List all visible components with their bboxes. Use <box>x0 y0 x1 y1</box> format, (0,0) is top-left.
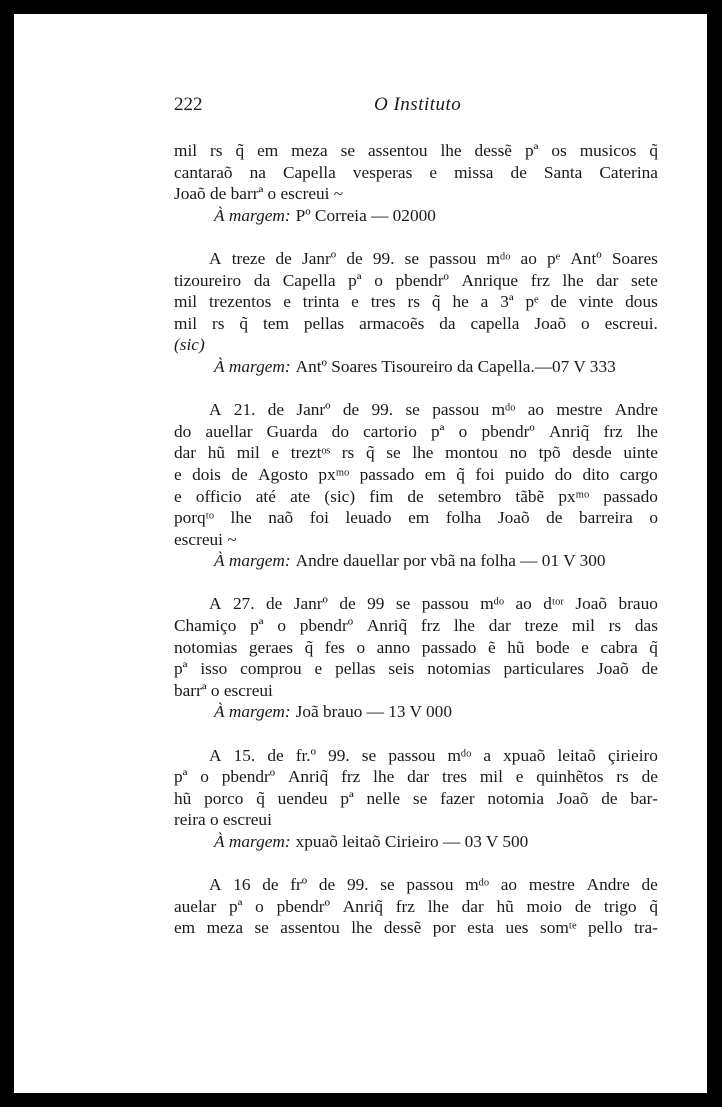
margin-note <box>174 356 658 378</box>
text-line: do auellar Guarda do cartorio pª o pbendrº Anriq̃ frz lhe <box>174 421 658 441</box>
text-line: barrª o escreui <box>174 680 273 700</box>
running-title: O Instituto <box>374 94 462 115</box>
margin-label: À margem: <box>214 356 291 376</box>
margin-note-text: Andre dauellar por vbã na folha — 01 V 300 <box>295 551 606 571</box>
text-line: reira o escreui <box>174 810 272 830</box>
text-line: A 27. de Janrº de 99 se passou mᵈᵒ ao dᵗᵒʳ Joaõ brauo <box>209 594 658 614</box>
text-line: dar hũ mil e treztᵒˢ rs q̃ se lhe montou no tpõ desde uinte <box>174 443 658 463</box>
margin-note <box>174 831 658 853</box>
margin-note-text: Joã brauo — 13 V 000 <box>295 702 452 722</box>
margin-note <box>174 550 658 572</box>
text-line: e dois de Agosto pxᵐᵒ passado em q̃ foi puido do dito cargo <box>174 464 658 484</box>
margin-note-text: Antº Soares Tisoureiro da Capella.—07 V 333 <box>295 356 616 376</box>
text-line: A 16 de frº de 99. se passou mᵈᵒ ao mestre Andre de <box>209 875 658 895</box>
margin-note <box>174 205 658 227</box>
text-line: pª o pbendrº Anriq̃ frz lhe dar tres mil e quinhẽtos rs de <box>174 767 658 787</box>
text-line: em meza se assentou lhe dessẽ por esta ues somᵗᵉ pello tra- <box>174 918 658 938</box>
text-line: tizoureiro da Capella pª o pbendrº Anrique frz lhe dar sete <box>174 270 658 290</box>
text-line: A 21. de Janrº de 99. se passou mᵈᵒ ao mestre Andre <box>209 400 658 420</box>
text-line: Joaõ de barrª o escreui ~ <box>174 184 344 204</box>
text-line: A treze de Janrº de 99. se passou mᵈᵒ ao pᵉ Antº Soares <box>209 248 658 268</box>
text-line: notomias geraes q̃ fes o anno passado ẽ hũ bode e cabra q̃ <box>174 637 658 657</box>
margin-label: À margem: <box>214 551 291 571</box>
book-page <box>14 14 707 1093</box>
text-line: escreui ~ <box>174 529 237 549</box>
text-line: e officio até ate (sic) fim de setembro tãbẽ pxᵐᵒ passado <box>174 486 658 506</box>
margin-note-text: Pº Correia — 02000 <box>295 205 436 225</box>
text-line: A 15. de fr.º 99. se passou mᵈᵒ a xpuaõ leitaõ çirieiro <box>209 745 658 765</box>
text-line: cantaraõ na Capella vesperas e missa de Santa Caterina <box>174 162 658 182</box>
margin-label: À margem: <box>214 832 291 851</box>
text-line: mil rs q̃ tem pellas armacoẽs da capella Joaõ o escreui. <box>174 313 658 333</box>
margin-label: À margem: <box>214 205 291 225</box>
text-line: (sic) <box>174 335 205 355</box>
margin-note <box>174 701 658 723</box>
text-line: mil trezentos e trinta e tres rs q̃ he a 3ª pᵉ de vinte dous <box>174 292 658 312</box>
margin-note-text: xpuaõ leitaõ Cirieiro — 03 V 500 <box>295 832 529 851</box>
text-line: porqᵗᵒ lhe naõ foi leuado em folha Joaõ de barreira o <box>174 508 658 528</box>
text-line: pª isso comprou e pellas seis notomias particulares Joaõ de <box>174 659 658 679</box>
text-line: mil rs q̃ em meza se assentou lhe dessẽ pª os musicos q̃ <box>174 141 658 160</box>
text-line: auelar pª o pbendrº Anriq̃ frz lhe dar hũ moio de trigo q̃ <box>174 896 658 916</box>
margin-label: À margem: <box>214 702 291 722</box>
page-number: 222 <box>174 94 203 115</box>
text-line: Chamiço pª o pbendrº Anriq̃ frz lhe dar treze mil rs das <box>174 616 658 636</box>
text-line: hũ porco q̃ uendeu pª nelle se fazer notomia Joaõ de bar- <box>174 788 658 808</box>
body-text <box>174 140 658 939</box>
